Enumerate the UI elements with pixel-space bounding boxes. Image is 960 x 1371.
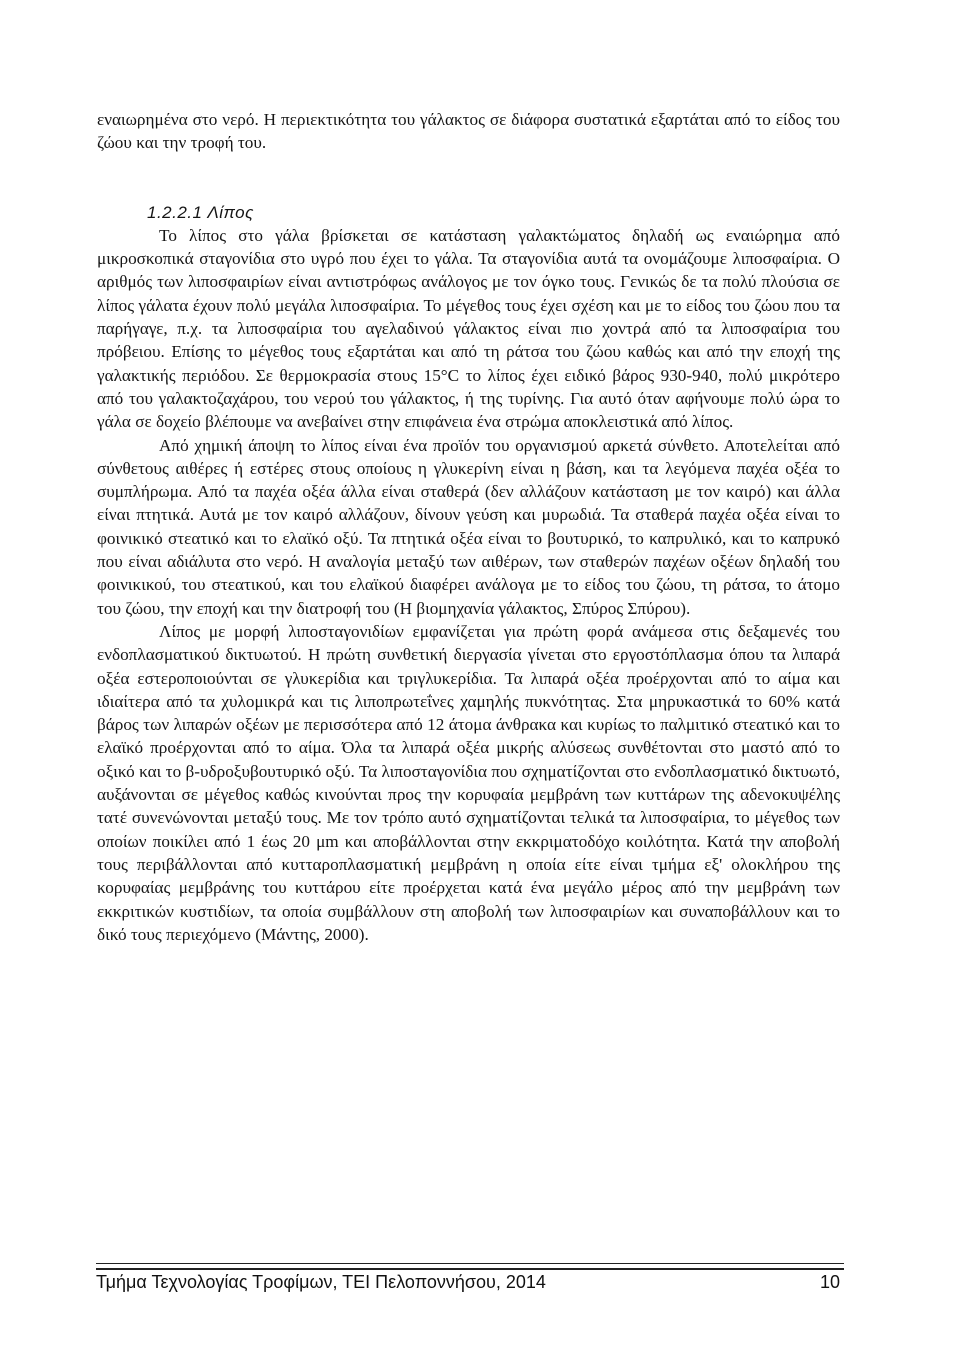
- paragraph-intro: εναιωρημένα στο νερό. Η περιεκτικότητα του γάλακτος σε διάφορα συστατικά εξαρτάται από το είδος του ζώου και την τροφή του.: [97, 110, 840, 153]
- paragraph-1: Το λίπος στο γάλα βρίσκεται σε κατάσταση γαλακτώματος δηλαδή ως εναιώρημα από μικροσκοπικά σταγονίδια στο υγρό που έχει το γάλα. Τα σταγονίδια αυτά τα ονομάζουμε λιποσφαίρια. Ο αριθμός των λιποσφαιρίων είναι αντιστρόφως ανάλογος με τον όγκο τους. Γενικώς δε τα πολύ πλούσια σε λίπος γάλατα έχουν πολύ μεγάλα λιποσφαίρια. Το μέγεθος τους έχει σχέση και με το είδος του ζώου που τα παρήγαγε, π.χ. τα λιποσφαίρια του αγελαδινού γάλακτος είναι πιο χοντρά από τα λιποσφαίρια του πρόβειου. Επίσης το μέγεθος τους εξαρτάται και από τη ράτσα του ζώου καθώς και από την εποχή της γαλακτικής περιόδου. Σε θερμοκρασία στους 15°C το λίπος έχει ειδικό βάρος 930-940, πολύ μικρότερο από του γαλακτοζαχάρου, του νερού του γάλακτος, ή της τυρίνης. Για αυτό όταν αφήνουμε πολύ ώρα το γάλα σε δοχείο βλέπουμε να ανεβαίνει στην επιφάνεια ένα στρώμα αποκλειστικά από λίπος.: [97, 225, 840, 432]
- paragraph-3: Λίπος με μορφή λιποσταγονιδίων εμφανίζεται για πρώτη φορά ανάμεσα στις δεξαμενές του ενδοπλασματικού δικτυωτού. Η πρώτη συνθετική διεργασία γίνεται στο εργοστόπλασμα όπου τα λιπαρά οξέα εστεροποιούνται σε γλυκερίδια και τριγλυκερίδια. Τα λιπαρά οξέα προέρχονται από το αίμα και ιδιαίτερα από τα χυλομικρά και τις λιποπρωτεΐνες χαμηλής πυκνότητας. Στα μηρυκαστικά το 60% κατά βάρος των λιπαρών οξέων με περισσότερα από 12 άτομα άνθρακα και κυρίως το παλμιτικό στεατικό και το ελαϊκό προέρχονται από το αίμα. Όλα τα λιπαρά οξέα μικρής αλύσεως συνθέτονται στο μαστό από το οξικό και το β-υδροξυβουτυρικό οξύ. Τα λιποσταγονίδια που σχηματίζονται στο ενδοπλασματικό δικτυωτό, αυξάνονται σε μέγεθος καθώς κινούνται προς την κορυφαία μεμβράνη των κυττάρων της αδενοκυψέλης τατέ συνενώνονται μεταξύ τους. Με τον τρόπο αυτό σχηματίζονται τελικά τα λιποσφαίρια, το μέγεθος των οποίων ποικίλει από 1 έως 20 μm και αποβάλλονται στην εκκριματοδόχο κοιλότητα. Κατά την αποβολή τους περιβάλλονται από κυτταροπλασματική μεμβράνη η οποία είτε είναι τμήμα εξ' ολοκλήρου της κορυφαίας μεμβράνης του κυττάρου είτε προέρχεται κατά ένα μεγάλο μέρος από την μεμβράνη των εκκριτικών κυστιδίων, τα οποία συμβάλλουν στη αποβολή των λιποσφαιρίων και συναποβάλλουν και το δικό τους περιεχόμενο (Μάντης, 2000).: [97, 621, 840, 944]
- page-number: 10: [819, 1272, 840, 1292]
- page-body: [97, 108, 840, 946]
- paragraph-2: Από χημική άποψη το λίπος είναι ένα προϊόν του οργανισμού αρκετά σύνθετο. Αποτελείται από σύνθετους αιθέρες ή εστέρες στους οποίους η γλυκερίνη είναι η βάση, και τα λεγόμενα παχέα οξέα το συμπλήρωμα. Από τα παχέα οξέα άλλα είναι σταθερά (δεν αλλάζουν κατάσταση με τον καιρό) και άλλα είναι πτητικά. Αυτά με τον καιρό αλλάζουν, δίνουν γεύση και μυρωδιά. Τα σταθερά παχέα οξέα είναι το φοινικικό στεατικό και το ελαϊκό οξύ. Τα πτητικά οξέα είναι το βουτυρικό, το καπρυλικό, και το καπρυκό που είναι αδιάλυτα στο νερό. Η αναλογία μεταξύ των αιθέρων, των σταθερών παχέων οξέων δηλαδή του φοινικικού, του στεατικού, και του ελαϊκού διαφέρει ανάλογα με το είδος του ζώου, τη ράτσα, το άτομο του ζώου, την εποχή και την διατροφή του (Η βιομηχανία γάλακτος, Σπύρος Σπύρου).: [97, 435, 840, 618]
- footer-institution: Τμήμα Τεχνολογίας Τροφίμων, ΤΕΙ Πελοποννήσου, 2014: [96, 1272, 546, 1292]
- section-heading: 1.2.2.1 Λίπος: [147, 202, 254, 222]
- footer-divider: [96, 1263, 844, 1270]
